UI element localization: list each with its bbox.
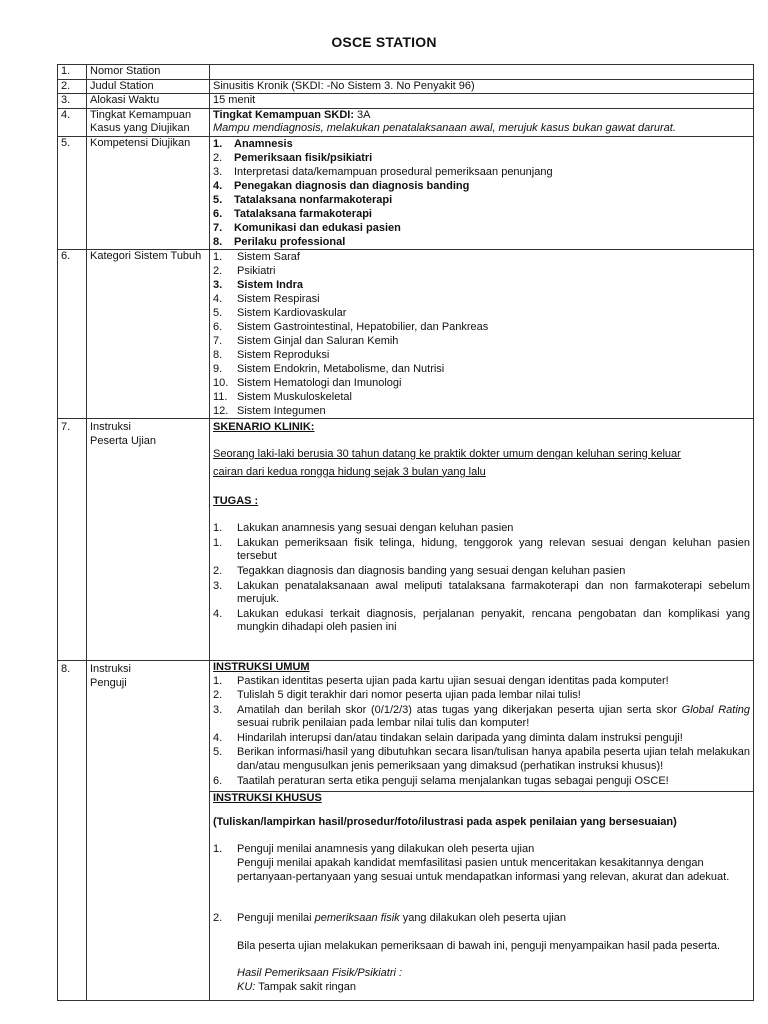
kompetensi-list — [213, 137, 750, 249]
list-item: 4. Sistem Respirasi — [213, 292, 320, 305]
row-label — [87, 418, 210, 660]
skenario-heading: SKENARIO KLINIK: — [213, 420, 315, 433]
instruksi-umum-list — [213, 675, 750, 789]
list-item: 4. Penegakan diagnosis dan diagnosis banding — [213, 179, 470, 192]
row-kategori-sistem — [58, 249, 754, 418]
row-instruksi-penguji — [58, 660, 754, 791]
skdi-level-line — [213, 109, 750, 123]
tugas-list — [213, 522, 750, 635]
row-value — [210, 108, 754, 136]
row-number: 8. — [58, 660, 87, 1000]
list-item: 6. Sistem Gastrointestinal, Hepatobilier, dan Pankreas — [213, 320, 489, 333]
row-tingkat-kemampuan — [58, 108, 754, 136]
row-label: Kategori Sistem Tubuh — [87, 249, 210, 418]
osce-table — [57, 64, 754, 1001]
list-item: 6. Tatalaksana farmakoterapi — [213, 207, 372, 220]
list-item: 2. Psikiatri — [213, 264, 276, 277]
document-title: OSCE STATION — [331, 34, 437, 50]
row-value — [210, 249, 754, 418]
instruksi-khusus-heading: INSTRUKSI KHUSUS — [213, 792, 322, 805]
list-item: 4. Lakukan edukasi terkait diagnosis, perjalanan penyakit, rencana pengobatan dan komplikasi yang mungkin dihadapi oleh pasien ini — [213, 607, 750, 634]
row-label-line: Instruksi — [90, 420, 131, 433]
list-item: 3. Interpretasi data/kemampuan prosedural pemeriksaan penunjang — [213, 165, 553, 178]
row-label: Nomor Station — [87, 65, 210, 80]
list-item: 12. Sistem Integumen — [213, 404, 326, 417]
list-item: 9. Sistem Endokrin, Metabolisme, dan Nutrisi — [213, 362, 445, 375]
row-alokasi-waktu — [58, 94, 754, 109]
row-number: 3. — [58, 94, 87, 109]
list-item: 7. Komunikasi dan edukasi pasien — [213, 221, 401, 234]
row-label-line: Tingkat Kemampuan — [90, 108, 192, 121]
row-number: 4. — [58, 108, 87, 136]
skdi-level: 3A — [354, 108, 371, 121]
tugas-heading: TUGAS : — [213, 494, 259, 507]
row-number: 2. — [58, 79, 87, 94]
skenario-text: Seorang laki-laki berusia 30 tahun datang ke praktik dokter umum dengan keluhan sering keluar cairan dari kedua rongga hidung sejak 3 bulan yang lalu — [213, 447, 681, 478]
row-label-line: Penguji — [90, 676, 127, 689]
list-item: 5. Berikan informasi/hasil yang dibutuhkan secara lisan/tulisan hanya apabila peserta ujian telah melakukan dan/atau mengusulkan jenis pemeriksaan yang dimaksud (perhatikan instruksi khusus)! — [213, 746, 750, 773]
row-value: Sinusitis Kronik (SKDI: -No Sistem 3. No Penyakit 96) — [210, 79, 754, 94]
skdi-prefix: Tingkat Kemampuan — [213, 108, 325, 121]
row-instruksi-peserta — [58, 418, 754, 660]
row-label: Alokasi Waktu — [87, 94, 210, 109]
list-item: 3. Lakukan penatalaksanaan awal meliputi tatalaksana farmakoterapi dan non farmakoterapi sebelum merujuk. — [213, 579, 750, 606]
list-item: 1. Sistem Saraf — [213, 250, 300, 263]
khusus-item-text: Penguji menilai pemeriksaan fisik yang dilakukan oleh peserta ujian — [237, 912, 566, 925]
row-number: 7. — [58, 418, 87, 660]
list-item: 1. Penguji menilai anamnesis yang dilakukan oleh peserta ujian Penguji menilai apakah kandidat memfasilitasi pasien untuk menceritakan kesakitannya dengan pertanyaan-pertanyaan yang sesuai untuk mendapatkan informasi yang relevan, akurat dan adekuat. — [213, 843, 750, 884]
skdi-description: Mampu mendiagnosis, melakukan penatalaksanaan awal, merujuk kasus bukan gawat darurat. — [213, 122, 676, 135]
row-label — [87, 108, 210, 136]
list-item: 2. Tegakkan diagnosis dan diagnosis banding yang sesuai dengan keluhan pasien — [213, 564, 626, 577]
list-item: 2. Tulislah 5 digit terakhir dari nomor peserta ujian pada lembar nilai tulis! — [213, 689, 581, 702]
list-item: 1. Lakukan anamnesis yang sesuai dengan keluhan pasien — [213, 522, 514, 535]
row-label — [87, 660, 210, 1000]
row-label: Kompetensi Diujikan — [87, 136, 210, 249]
list-item: 10. Sistem Hematologi dan Imunologi — [213, 376, 402, 389]
instruksi-khusus-note: (Tuliskan/lampirkan hasil/prosedur/foto/ilustrasi pada aspek penilaian yang bersesuaian) — [213, 815, 677, 828]
list-item: 5. Sistem Kardiovaskular — [213, 306, 347, 319]
row-number: 6. — [58, 249, 87, 418]
khusus-item-text: Bila peserta ujian melakukan pemeriksaan di bawah ini, penguji menyampaikan hasil pada peserta. — [237, 939, 721, 952]
khusus-item-text: Penguji menilai anamnesis yang dilakukan oleh peserta ujian — [237, 843, 535, 856]
list-item: 6. Taatilah peraturan serta etika penguji selama menjalankan tugas sebagai penguji OSCE! — [213, 774, 669, 787]
sistem-list — [213, 250, 750, 418]
row-label-line: Peserta Ujian — [90, 434, 157, 447]
row-value — [210, 65, 754, 80]
instruksi-umum-cell — [210, 660, 754, 791]
khusus-item-text: Penguji menilai apakah kandidat memfasilitasi pasien untuk menceritakan kesakitannya dengan pertanyaan-pertanyaan yang sesuai untuk mendapatkan informasi yang relevan, akurat dan adekuat. — [237, 857, 730, 883]
list-item: 5. Tatalaksana nonfarmakoterapi — [213, 193, 393, 206]
instruksi-umum-heading: INSTRUKSI UMUM — [213, 660, 310, 673]
instruksi-khusus-cell — [210, 792, 754, 1001]
row-value — [210, 418, 754, 660]
row-value — [210, 136, 754, 249]
row-label: Judul Station — [87, 79, 210, 94]
list-item: 4. Hindarilah interupsi dan/atau tindakan selain daripada yang diminta dalam instruksi penguji! — [213, 731, 683, 744]
instruksi-khusus-list — [213, 843, 750, 994]
row-label-line: Kasus yang Diujikan — [90, 122, 190, 135]
list-item: 1. Pastikan identitas peserta ujian pada kartu ujian sesuai dengan identitas pada komputer! — [213, 674, 669, 687]
list-item: 3. Amatilah dan berilah skor (0/1/2/3) atas tugas yang dikerjakan peserta ujian serta skor Global Rating sesuai rubrik penilaian pada lembar nilai tulis dan komputer! — [213, 703, 750, 730]
list-item: 2. Penguji menilai pemeriksaan fisik yang dilakukan oleh peserta ujian Bila peserta ujian melakukan pemeriksaan di bawah ini, penguji menyampaikan hasil pada peserta. Hasil Pemeriksaan Fisik/Psikiatri : KU: Tampak sakit ringan — [213, 912, 721, 993]
hasil-heading: Hasil Pemeriksaan Fisik/Psikiatri : — [237, 967, 403, 980]
row-label-line: Instruksi — [90, 662, 131, 675]
list-item: 2. Pemeriksaan fisik/psikiatri — [213, 151, 373, 164]
row-number: 5. — [58, 136, 87, 249]
list-item: 11. Sistem Muskuloskeletal — [213, 390, 352, 403]
list-item: 3. Sistem Indra — [213, 278, 304, 291]
row-number: 1. — [58, 65, 87, 80]
row-judul-station — [58, 79, 754, 94]
row-nomor-station — [58, 65, 754, 80]
list-item: 8. Perilaku professional — [213, 235, 346, 248]
list-item: 7. Sistem Ginjal dan Saluran Kemih — [213, 334, 399, 347]
ku-line: KU: Tampak sakit ringan — [237, 981, 357, 993]
skdi-label: SKDI: — [324, 108, 354, 121]
list-item: 8. Sistem Reproduksi — [213, 348, 330, 361]
row-kompetensi — [58, 136, 754, 249]
list-item: 1. Lakukan pemeriksaan fisik telinga, hidung, tenggorok yang relevan sesuai dengan keluhan pasien tersebut — [213, 536, 750, 563]
list-item: 1. Anamnesis — [213, 137, 293, 150]
row-value: 15 menit — [210, 94, 754, 109]
